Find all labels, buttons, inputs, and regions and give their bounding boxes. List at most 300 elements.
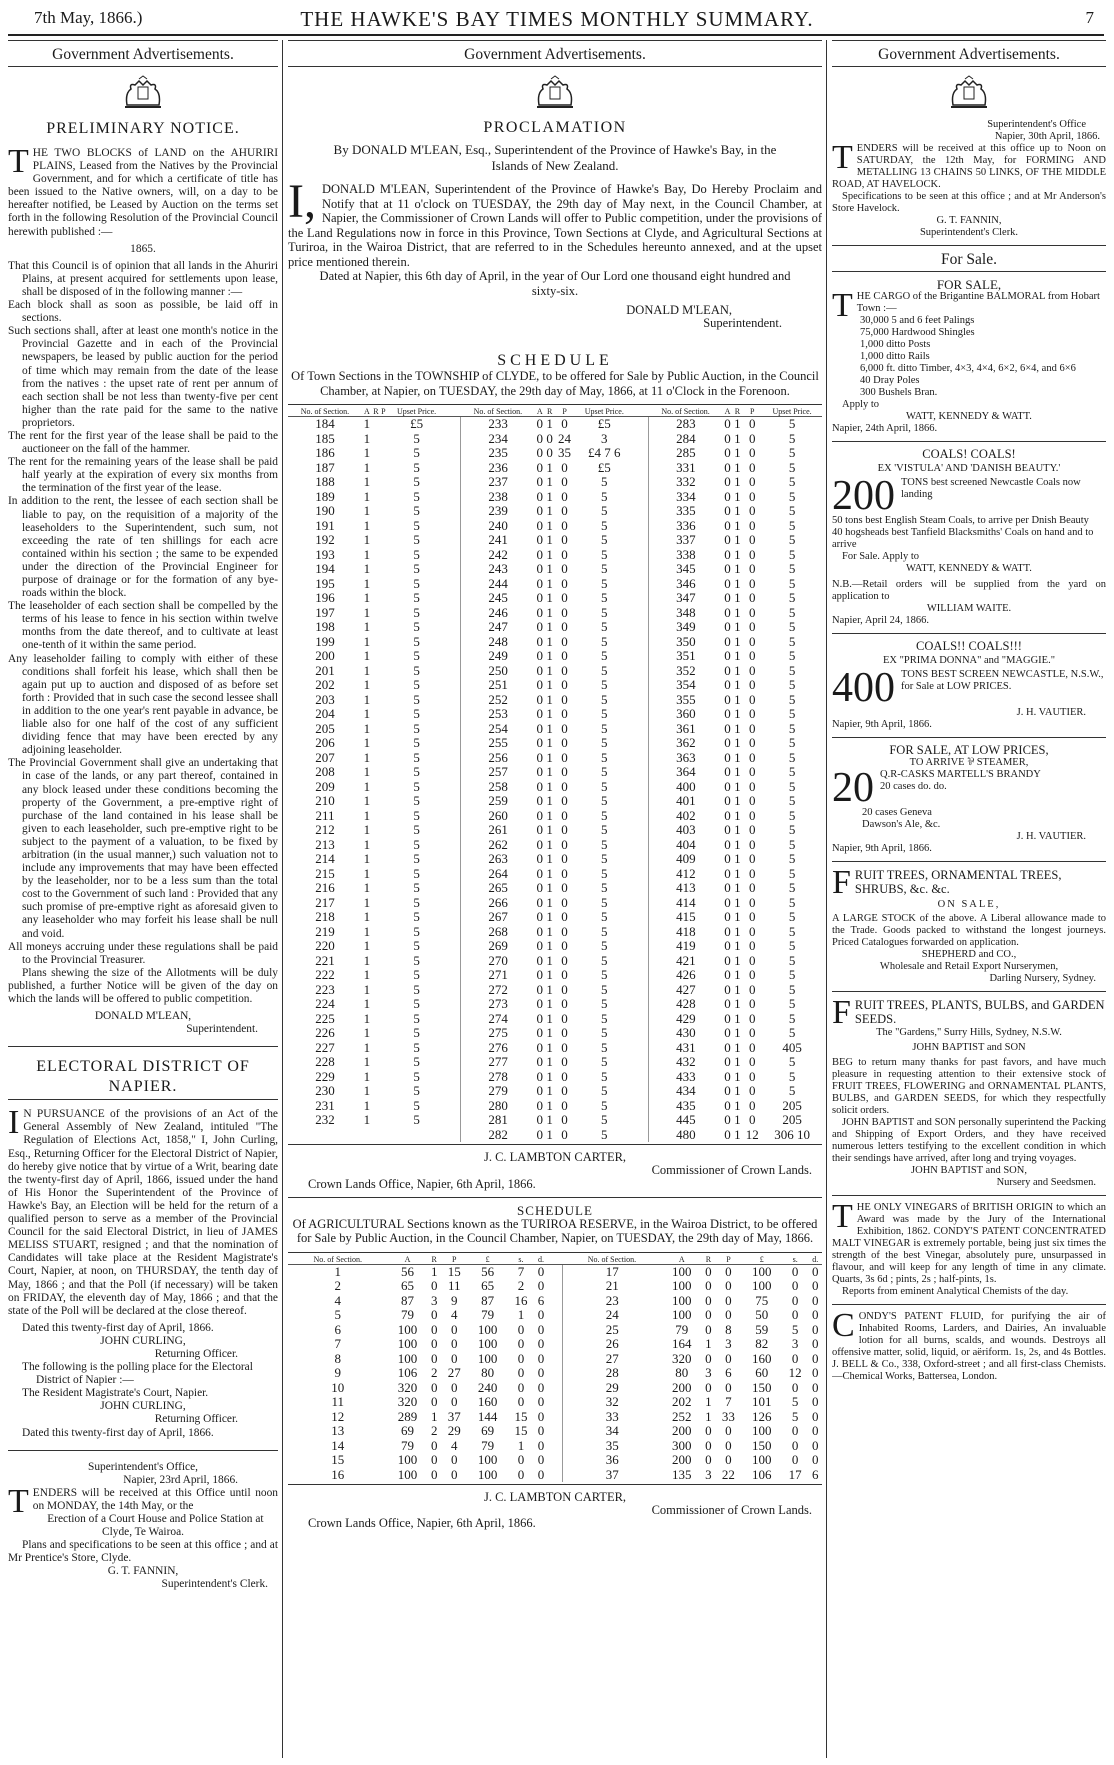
- table-cell: [372, 867, 380, 882]
- column-gap: [548, 1323, 563, 1338]
- table-cell: 258: [488, 778, 508, 794]
- ad-body: HE CARGO of the Brigantine BALMORAL from Hobart Town :—: [856, 291, 1100, 315]
- table-cell: 427: [676, 981, 696, 997]
- ad-title: COALS! COALS!: [922, 447, 1016, 462]
- table-cell: 106: [752, 1466, 772, 1482]
- table-cell: 300: [671, 1437, 692, 1453]
- table-cell: [380, 1099, 387, 1114]
- table-cell: 1: [546, 488, 553, 504]
- table-cell: 1: [363, 445, 371, 461]
- table-cell: 5: [413, 633, 420, 649]
- column-gap: [446, 983, 461, 998]
- table-cell: 0: [749, 677, 756, 693]
- table-cell: [372, 664, 380, 679]
- schedule-table-wrap: [288, 1252, 822, 1486]
- table-cell: 1: [734, 836, 741, 852]
- table-cell: 100: [671, 1307, 692, 1323]
- table-cell: 1: [363, 851, 371, 867]
- table-cell: 1: [546, 677, 553, 693]
- table-cell: 0: [749, 749, 756, 765]
- column-gap: [446, 620, 461, 635]
- table-cell: 5: [601, 575, 608, 591]
- table-cell: 0: [561, 488, 568, 504]
- signature-title: Commissioner of Crown Lands.: [651, 1163, 812, 1178]
- table-cell: 100: [397, 1350, 418, 1366]
- table-cell: 1: [734, 633, 741, 649]
- table-cell: 241: [488, 532, 508, 548]
- table-cell: 0: [536, 764, 544, 780]
- table-cell: 0: [450, 1336, 458, 1352]
- table-cell: 0: [724, 590, 731, 606]
- table-cell: 5: [601, 822, 608, 838]
- table-cell: 0: [536, 445, 544, 461]
- table-cell: 337: [676, 532, 696, 548]
- table-cell: 65: [401, 1278, 415, 1294]
- table-row: [288, 707, 822, 722]
- table-cell: 1: [546, 836, 553, 852]
- table-cell: 1: [734, 1097, 741, 1113]
- table-cell: 1: [734, 996, 741, 1012]
- column-gap: [634, 504, 649, 519]
- table-cell: 0: [724, 575, 731, 591]
- table-cell: 225: [315, 1010, 335, 1026]
- table-cell: 198: [315, 619, 335, 635]
- column-gap: [634, 896, 649, 911]
- divider: [832, 737, 1106, 738]
- table-cell: 231: [315, 1097, 335, 1113]
- table-cell: [380, 1055, 387, 1070]
- table-cell: 0: [724, 836, 731, 852]
- table-cell: 5: [788, 706, 796, 722]
- table-cell: 79: [481, 1437, 495, 1453]
- table-cell: 1: [334, 1263, 341, 1279]
- table-cell: [372, 562, 380, 577]
- table-cell: 5: [601, 546, 608, 562]
- table-cell: 33: [721, 1408, 735, 1424]
- table-cell: [372, 707, 380, 722]
- table-cell: 5: [788, 952, 796, 968]
- table-cell: 403: [676, 822, 696, 838]
- date-line: Napier, April 24, 1866.: [832, 615, 929, 627]
- table-cell: 0: [536, 1054, 544, 1070]
- table-cell: 100: [671, 1278, 692, 1294]
- ad-line: Nursery and Seedsmen.: [996, 1177, 1096, 1189]
- table-cell: 1: [363, 590, 371, 606]
- divider: [8, 1450, 278, 1451]
- table-row: [288, 519, 822, 534]
- table-cell: 5: [788, 894, 796, 910]
- table-cell: 16: [331, 1466, 345, 1482]
- table-cell: 23: [605, 1292, 619, 1308]
- table-cell: 5: [413, 662, 420, 678]
- table-cell: 320: [397, 1394, 418, 1410]
- table-cell: 5: [601, 764, 608, 780]
- table-cell: 206: [315, 735, 335, 751]
- ad-title: COALS!! COALS!!!: [916, 639, 1022, 654]
- table-row: [288, 1099, 822, 1114]
- table-cell: 1: [363, 967, 371, 983]
- table-cell: 0: [812, 1321, 819, 1337]
- table-cell: 1: [734, 735, 741, 751]
- table-cell: 219: [315, 923, 335, 939]
- table-cell: 150: [752, 1437, 772, 1453]
- table-row: [288, 432, 822, 447]
- table-cell: 0: [749, 633, 756, 649]
- table-cell: 5: [788, 720, 796, 736]
- table-cell: 0: [450, 1350, 458, 1366]
- table-cell: 0: [812, 1263, 819, 1279]
- table-cell: 5: [413, 909, 420, 925]
- divider: [8, 1046, 278, 1047]
- apply-line: Apply to: [842, 399, 880, 411]
- table-cell: 5: [601, 865, 608, 881]
- table-cell: 0: [536, 807, 544, 823]
- table-cell: [380, 606, 387, 621]
- table-cell: 5: [413, 1112, 420, 1128]
- table-cell: 1: [546, 720, 553, 736]
- table-cell: 205: [782, 1112, 802, 1128]
- polling-note: The following is the polling place for the Electoral District of Napier :—: [22, 1361, 253, 1387]
- table-cell: 0: [536, 459, 544, 475]
- table-cell: 1: [363, 662, 371, 678]
- table-row: [288, 1366, 822, 1381]
- table-cell: [372, 1055, 380, 1070]
- table-cell: 29: [605, 1379, 619, 1395]
- table-cell: [380, 910, 387, 925]
- column-gap: [634, 577, 649, 592]
- table-cell: 1: [734, 619, 741, 635]
- table-cell: 1: [546, 851, 553, 867]
- table-cell: 223: [315, 981, 335, 997]
- table-cell: 0: [536, 836, 544, 852]
- table-cell: 11: [447, 1278, 461, 1294]
- table-cell: 0: [537, 1408, 545, 1424]
- table-cell: 0: [724, 604, 731, 620]
- table-cell: 37: [447, 1408, 461, 1424]
- ad-line: 50 tons best English Steam Coals, to arrive per Dnish Beauty: [832, 515, 1089, 527]
- table-cell: [362, 1128, 372, 1143]
- table-cell: 37: [605, 1466, 619, 1482]
- table-cell: 0: [724, 474, 731, 490]
- table-cell: 33: [605, 1408, 619, 1424]
- column-gap: [446, 968, 461, 983]
- table-cell: 0: [561, 517, 568, 533]
- table-cell: 0: [561, 416, 568, 432]
- table-cell: 1: [734, 793, 741, 809]
- table-row: [288, 417, 822, 432]
- table-cell: 0: [724, 764, 731, 780]
- table-row: [288, 1264, 822, 1279]
- table-cell: 1: [734, 909, 741, 925]
- table-cell: [380, 635, 387, 650]
- column-middle: [288, 40, 822, 1758]
- table-cell: 0: [749, 706, 756, 722]
- table-cell: 0: [724, 749, 731, 765]
- election-notice: N PURSUANCE of the provisions of an Act of the General Assembly of New Zealand, intituled "The Regulation of Elections Act, 1858," I, John Curling, Esq., Returning Officer for the Electoral District of Napier, do hereby give notice that by virtue of a Writ, bearing date the twenty-first day of April, 1866, issued under the hand of His Honor the Superintendent of the Province of Hawke's Bay, an Election will be held for the return of a qualified person to serve as a member of the Provincial Council for the said Electoral District, in lieu of JAMES MELISS STUART, resigned ; and that the nomination of Candidates will take place at the Resident Magistrate's Court, Napier, at noon, on THURSDAY, the tenth day of May, 1866 ; and that the Poll (if necessary) will be taken on FRIDAY, the eleventh day of May, 1866 ; and that the state of the Poll will be declared at the close thereof.: [8, 1108, 278, 1317]
- table-cell: 0: [536, 1010, 544, 1026]
- office-line: Crown Lands Office, Napier, 6th April, 1866.: [308, 1176, 536, 1191]
- divider: [832, 991, 1106, 992]
- table-cell: 0: [561, 880, 568, 896]
- table-cell: 5: [601, 691, 608, 707]
- table-cell: 0: [724, 662, 731, 678]
- table-cell: 0: [749, 575, 756, 591]
- column-gap: [446, 925, 461, 940]
- table-cell: 271: [488, 967, 508, 983]
- table-cell: 0: [724, 865, 731, 881]
- table-row: [288, 1337, 822, 1352]
- column-gap: [634, 606, 649, 621]
- table-cell: 5: [413, 706, 420, 722]
- table-cell: 0: [724, 430, 731, 446]
- table-cell: 5: [788, 1068, 796, 1084]
- table-cell: 5: [788, 503, 796, 519]
- table-cell: 5: [601, 909, 608, 925]
- table-cell: 221: [315, 952, 335, 968]
- table-cell: 5: [413, 691, 420, 707]
- table-cell: 0: [724, 1126, 731, 1142]
- table-cell: 0: [430, 1307, 438, 1323]
- table-cell: 12: [788, 1365, 802, 1381]
- table-cell: 279: [488, 1083, 508, 1099]
- table-cell: 197: [315, 604, 335, 620]
- ad-title: FOR SALE, AT LOW PRICES,: [889, 743, 1049, 758]
- table-cell: 144: [477, 1408, 498, 1424]
- table-cell: 0: [561, 546, 568, 562]
- table-cell: 0: [791, 1307, 799, 1323]
- table-cell: 0: [725, 1278, 732, 1294]
- table-cell: 216: [315, 880, 335, 896]
- table-cell: 3: [601, 430, 608, 446]
- table-row: [288, 954, 822, 969]
- column-gap: [634, 954, 649, 969]
- column-header: £: [468, 1255, 508, 1265]
- cargo-item: 40 Dray Poles: [860, 375, 920, 387]
- table-cell: 0: [749, 735, 756, 751]
- table-cell: 0: [724, 1039, 731, 1055]
- table-cell: 1: [546, 981, 553, 997]
- table-cell: 1: [363, 1025, 371, 1041]
- table-cell: 1: [363, 822, 371, 838]
- table-cell: 1: [546, 923, 553, 939]
- table-cell: 0: [561, 532, 568, 548]
- table-row: [288, 490, 822, 505]
- table-cell: 1: [705, 1336, 712, 1352]
- table-cell: 0: [749, 1010, 756, 1026]
- drop-cap: T: [8, 143, 29, 180]
- drop-cap: I,: [288, 175, 316, 229]
- table-cell: 278: [488, 1068, 508, 1084]
- date-line: Napier, 23rd April, 1866.: [123, 1473, 238, 1486]
- table-cell: 1: [546, 880, 553, 896]
- table-cell: 0: [749, 488, 756, 504]
- table-cell: 0: [725, 1307, 732, 1323]
- table-cell: 0: [724, 778, 731, 794]
- table-cell: 0: [561, 909, 568, 925]
- table-cell: 0: [536, 952, 544, 968]
- table-cell: 1: [363, 430, 371, 446]
- table-cell: 191: [315, 517, 335, 533]
- table-cell: 0: [546, 445, 553, 461]
- table-cell: 230: [315, 1083, 335, 1099]
- section-header: For Sale.: [832, 245, 1106, 272]
- table-cell: 1: [546, 967, 553, 983]
- table-cell: 0: [517, 1466, 525, 1482]
- table-cell: 3: [791, 1336, 799, 1352]
- column-gap: [446, 823, 461, 838]
- table-cell: 4: [450, 1307, 458, 1323]
- ad-title: FOR SALE,: [936, 277, 1002, 292]
- column-gap: [548, 1395, 563, 1410]
- table-cell: 0: [725, 1350, 732, 1366]
- table-cell: 0: [561, 764, 568, 780]
- table-cell: 0: [724, 1112, 731, 1128]
- table-cell: 331: [676, 459, 696, 475]
- column-gap: [548, 1381, 563, 1396]
- ad-body: TONS BEST SCREEN NEWCASTLE, N.S.W., for Sale at LOW PRICES.: [901, 669, 1104, 693]
- table-cell: 5: [413, 981, 420, 997]
- table-cell: 480: [676, 1126, 696, 1142]
- table-cell: 212: [315, 822, 335, 838]
- table-cell: 434: [676, 1083, 696, 1099]
- table-cell: 0: [724, 735, 731, 751]
- table-cell: 0: [561, 459, 568, 475]
- column-gap: [446, 417, 461, 432]
- table-cell: 0: [725, 1292, 732, 1308]
- table-row: [288, 1113, 822, 1128]
- table-row: [288, 562, 822, 577]
- table-cell: 192: [315, 532, 335, 548]
- column-gap: [634, 635, 649, 650]
- table-cell: 9: [334, 1365, 341, 1381]
- table-cell: 0: [561, 952, 568, 968]
- table-row: [288, 461, 822, 476]
- table-cell: [380, 867, 387, 882]
- table-row: [288, 1012, 822, 1027]
- clause: In addition to the rent, the lessee of each section shall be liable to pay, on the requisition of a majority of the leaseholders to the Superintendent, such sum, not exceeding the rate of ten shillings for each acre contained within his section ; the same to be expended under the direction of the Provincial Engineer for purpose of drainage or for the formation of any bye-roads within the block.: [8, 495, 278, 600]
- table-cell: 5: [413, 807, 420, 823]
- table-cell: 5: [601, 851, 608, 867]
- table-cell: 0: [749, 938, 756, 954]
- table-cell: 59: [755, 1321, 769, 1337]
- column-gap: [634, 838, 649, 853]
- table-cell: 100: [752, 1452, 772, 1468]
- table-cell: 229: [315, 1068, 335, 1084]
- table-cell: 0: [536, 1083, 544, 1099]
- column-gap: [548, 1424, 563, 1439]
- table-cell: 0: [536, 575, 544, 591]
- table-cell: 0: [749, 474, 756, 490]
- ad-line: 20 cases Geneva: [862, 807, 932, 819]
- table-cell: 0: [724, 807, 731, 823]
- table-cell: 35: [558, 445, 572, 461]
- table-row: [288, 751, 822, 766]
- table-cell: 273: [488, 996, 508, 1012]
- ad-title: RUIT TREES, PLANTS, BULBS, and GARDEN SEEDS.: [854, 998, 1105, 1027]
- schedule-title: SCHEDULE: [517, 1202, 593, 1218]
- table-cell: 209: [315, 778, 335, 794]
- table-cell: 1: [705, 1394, 712, 1410]
- column-gap: [446, 939, 461, 954]
- proclamation-body: DONALD M'LEAN, Superintendent of the Province of Hawke's Bay, Do Hereby Proclaim and Notify that at 11 o'clock on TUESDAY, the 29th day of May next, in the Council Chamber, at Napier, the Commissioner of Crown Lands will offer to Public competition, under the provisions of the Land Regulations now in force in this Province, Town Sections at Clyde, and Agricultural Sections at Turiroa, in the Wairoa District, that are referred to in the Schedules hereunto annexed, and at the upset price mentioned therein.: [288, 182, 822, 269]
- table-cell: 5: [601, 474, 608, 490]
- column-header: s.: [508, 1255, 535, 1265]
- table-row: [288, 765, 822, 780]
- table-cell: 0: [536, 720, 544, 736]
- table-row: [288, 867, 822, 882]
- table-cell: 0: [724, 981, 731, 997]
- table-cell: 5: [788, 865, 796, 881]
- table-cell: 0: [536, 1126, 544, 1142]
- column-gap: [634, 925, 649, 940]
- table-cell: 1: [546, 778, 553, 794]
- table-cell: 335: [676, 503, 696, 519]
- column-gap: [446, 635, 461, 650]
- table-cell: 1: [546, 894, 553, 910]
- table-cell: 224: [315, 996, 335, 1012]
- table-cell: 0: [749, 822, 756, 838]
- table-cell: 0: [705, 1321, 712, 1337]
- table-cell: 1: [363, 807, 371, 823]
- table-cell: 432: [676, 1054, 696, 1070]
- table-cell: 100: [397, 1452, 418, 1468]
- big-number: 400: [832, 665, 895, 712]
- table-cell: 100: [397, 1321, 418, 1337]
- table-cell: 0: [561, 1112, 568, 1128]
- table-cell: 13: [331, 1423, 345, 1439]
- schedule-description: Of AGRICULTURAL Sections known as the TURIROA RESERVE, in the Wairoa District, to be offered for Sale by Public Auction, in the Council Chamber, Napier, on TUESDAY, the 29th day of May, 1866.: [292, 1216, 818, 1246]
- table-cell: [372, 1128, 380, 1143]
- resolution-year: 1865.: [130, 242, 156, 255]
- table-cell: 1: [734, 474, 741, 490]
- table-cell: 11: [331, 1394, 345, 1410]
- ad-body: A LARGE STOCK of the above. A Liberal allowance made to the Trade. Goods packed to withstand the longest journeys. Priced Catalogues forwarded on application.: [832, 913, 1106, 949]
- table-cell: 0: [537, 1263, 545, 1279]
- table-cell: 0: [450, 1452, 458, 1468]
- table-cell: 0: [537, 1379, 545, 1395]
- table-cell: 1: [546, 735, 553, 751]
- table-row: [288, 533, 822, 548]
- column-gap: [548, 1410, 563, 1425]
- table-cell: 5: [788, 1054, 796, 1070]
- table-cell: 0: [517, 1394, 525, 1410]
- column-gap: [446, 678, 461, 693]
- column-gap: [446, 722, 461, 737]
- table-cell: 5: [601, 1112, 608, 1128]
- table-cell: 349: [676, 619, 696, 635]
- table-cell: 0: [450, 1321, 458, 1337]
- table-cell: 361: [676, 720, 696, 736]
- table-cell: 27: [447, 1365, 461, 1381]
- column-header: P: [715, 1255, 742, 1265]
- table-cell: 347: [676, 590, 696, 606]
- dated-line: Dated at Napier, this 6th day of April, in the year of Our Lord one thousand eight hundred and sixty-six.: [319, 269, 791, 298]
- table-cell: 0: [724, 793, 731, 809]
- table-cell: 3: [705, 1365, 712, 1381]
- table-cell: 0: [561, 836, 568, 852]
- table-cell: 1: [546, 1068, 553, 1084]
- table-cell: 214: [315, 851, 335, 867]
- column-header: Upset Price.: [574, 407, 634, 417]
- column-gap: [548, 1255, 563, 1265]
- table-cell: 5: [601, 967, 608, 983]
- column-header: R: [428, 1255, 441, 1265]
- table-cell: 204: [315, 706, 335, 722]
- column-gap: [548, 1352, 563, 1367]
- table-cell: [372, 852, 380, 867]
- table-cell: 9: [450, 1292, 458, 1308]
- column-gap: [634, 1070, 649, 1085]
